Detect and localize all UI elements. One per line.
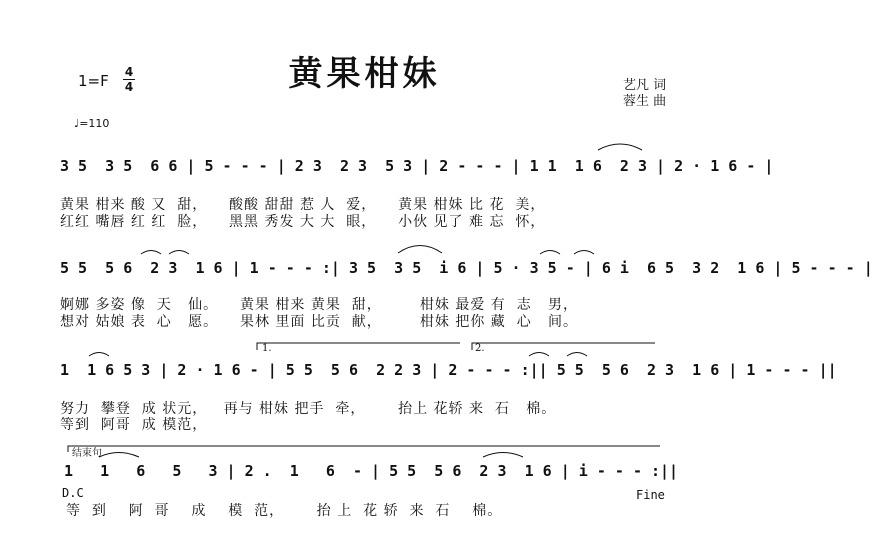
system-2-lyric-1: 婀娜 多姿 像 天 仙。 黄果 柑来 黄果 甜， 柑妹 最爱 有 志 男， bbox=[60, 297, 579, 313]
system-3-notes: 1 1 6 5 3 | 2 · 1 6 - | 5 5 5 6 2 2 3 | 2 - - - :|| 5 5 5 6 2 3 1 6 | 1 - - - || bbox=[60, 361, 837, 379]
ending-bracket bbox=[68, 446, 660, 452]
time-sig-bottom: 4 bbox=[124, 80, 134, 94]
slur-3 bbox=[169, 251, 189, 255]
slur-9 bbox=[567, 353, 587, 357]
volta-1-bracket bbox=[257, 343, 460, 350]
system-3-lyric-2: 等到 阿哥 成 模范， bbox=[60, 417, 208, 433]
system-3-lyric-1: 努力 攀登 成 状元， 再与 柑妹 把手 牵， 抬上 花轿 来 石 棉。 bbox=[60, 401, 557, 417]
volta-2-bracket bbox=[472, 343, 655, 350]
song-title: 黄果柑妹 bbox=[288, 54, 441, 94]
fine-mark: Fine bbox=[636, 488, 665, 502]
slur-11 bbox=[483, 453, 523, 458]
volta-2-label: 2. bbox=[475, 343, 485, 354]
key-signature: 1=F bbox=[78, 72, 109, 90]
slur-1 bbox=[598, 144, 642, 150]
slur-6 bbox=[574, 251, 594, 255]
volta-1-label: 1. bbox=[262, 343, 272, 354]
lyricist-credit: 艺凡 词 bbox=[623, 78, 667, 93]
slur-10 bbox=[99, 453, 139, 458]
system-1-lyric-2: 红红 嘴唇 红 红 脸， 黑黑 秀发 大 大 眼， 小伙 见了 难 忘 怀， bbox=[60, 214, 546, 230]
system-1-lyric-1: 黄果 柑来 酸 又 甜， 酸酸 甜甜 惹 人 爱， 黄果 柑妹 比 花 美， bbox=[60, 197, 546, 213]
system-2-lyric-2: 想对 姑娘 表 心 愿。 果林 里面 比贡 献， 柑妹 把你 藏 心 间。 bbox=[60, 314, 579, 330]
ending-label: 结束句 bbox=[72, 448, 102, 459]
system-4-lyric-1: 等 到 阿 哥 成 模 范， 抬 上 花 轿 来 石 棉。 bbox=[66, 503, 503, 519]
tempo-mark: ♩=110 bbox=[74, 117, 110, 130]
slur-2 bbox=[141, 251, 161, 255]
system-1-notes: 3 5 3 5 6 6 | 5 - - - | 2 3 2 3 5 3 | 2 - - - | 1 1 1 6 2 3 | 2 · 1 6 - | bbox=[60, 157, 774, 175]
system-2-notes: 5 5 5 6 2 3 1 6 | 1 - - - :| 3 5 3 5 i 6 | 5 · 3 5 - | 6 i 6 5 3 2 1 6 | 5 - - - | bbox=[60, 259, 873, 277]
composer-credit: 蓉生 曲 bbox=[623, 94, 667, 109]
slur-4 bbox=[398, 246, 442, 254]
slur-7 bbox=[89, 353, 109, 357]
system-4-notes: 1 1 6 5 3 | 2 . 1 6 - | 5 5 5 6 2 3 1 6 | i - - - :|| bbox=[64, 462, 679, 480]
dc-mark: D.C bbox=[62, 486, 84, 500]
slur-5 bbox=[540, 251, 560, 255]
time-sig-top: 4 bbox=[124, 65, 134, 79]
slur-8 bbox=[529, 353, 549, 357]
